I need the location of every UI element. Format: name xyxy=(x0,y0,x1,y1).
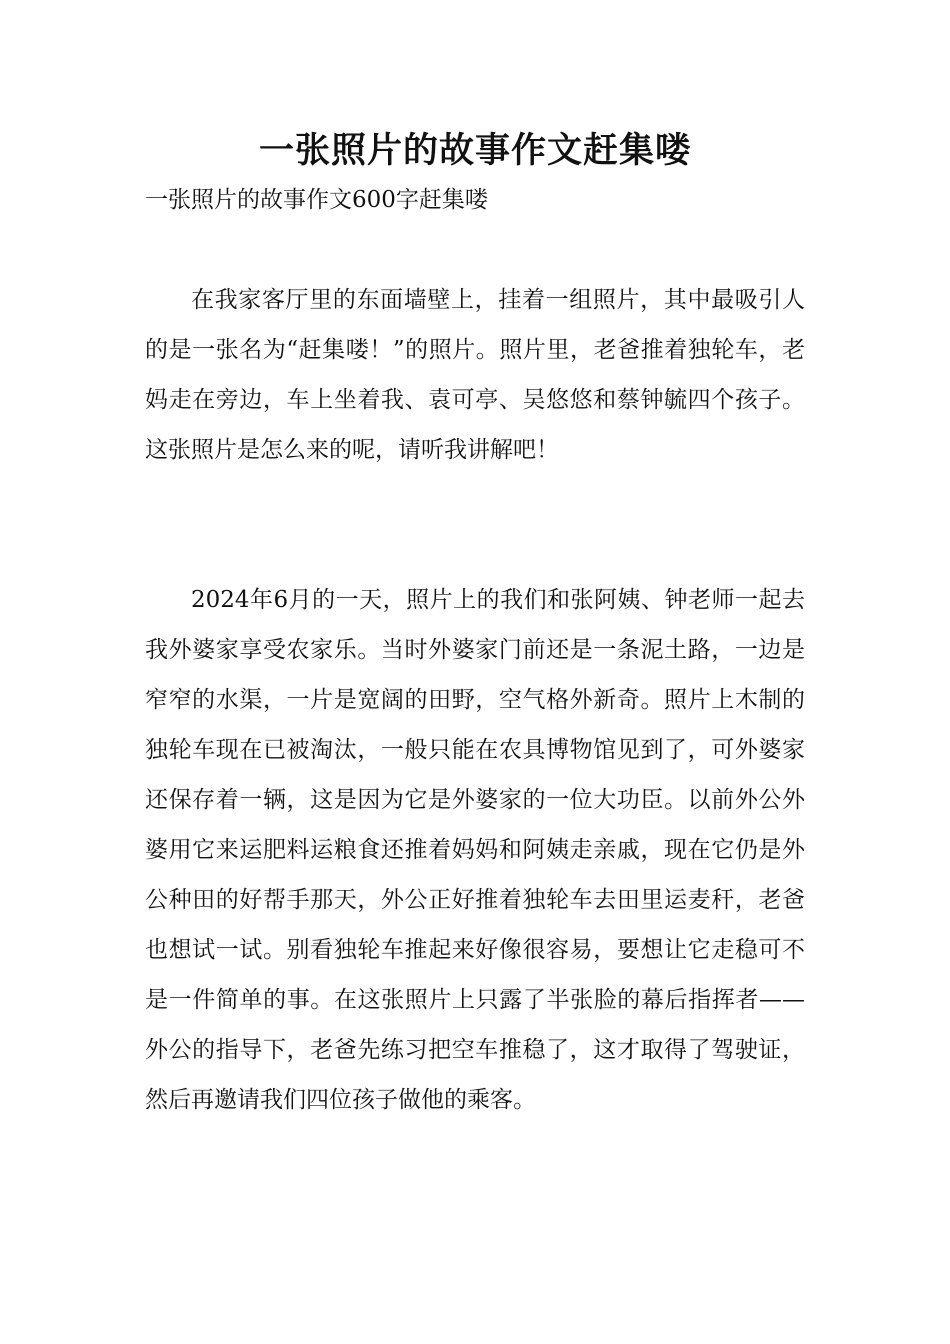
document-title: 一张照片的故事作文赶集喽 xyxy=(258,131,691,171)
paragraph-2: 2024年6月的一天，照片上的我们和张阿姨、钟老师一起去我外婆家享受农家乐。当时外婆家门前还是一条泥土路，一边是窄窄的水渠，一片是宽阔的田野，空气格外新奇。照片上木制的独轮车现在已被淘汰，一般只能在农具博物馆见到了，可外婆家还保存着一辆，这是因为它是外婆家的一位大功臣。以前外公外婆用它来运肥料运粮食还推着妈妈和阿姨走亲戚，现在它仍是外公种田的好帮手那天，外公正好推着独轮车去田里运麦秆，老爸也想试一试。别看独轮车推起来好像很容易，要想让它走稳可不是一件简单的事。在这张照片上只露了半张脸的幕后指挥者——外公的指导下，老爸先练习把空车推稳了，这才取得了驾驶证，然后再邀请我们四位孩子做他的乘客。 xyxy=(145,587,805,1113)
document-subtitle: 一张照片的故事作文600字赶集喽 xyxy=(145,187,488,213)
paragraph-1: 在我家客厅里的东面墙壁上，挂着一组照片，其中最吸引人的是一张名为“赶集喽！”的照片。照片里，老爸推着独轮车，老妈走在旁边，车上坐着我、袁可亭、吴悠悠和蔡钟毓四个孩子。这张照片是怎么来的呢，请听我讲解吧！ xyxy=(145,287,805,463)
